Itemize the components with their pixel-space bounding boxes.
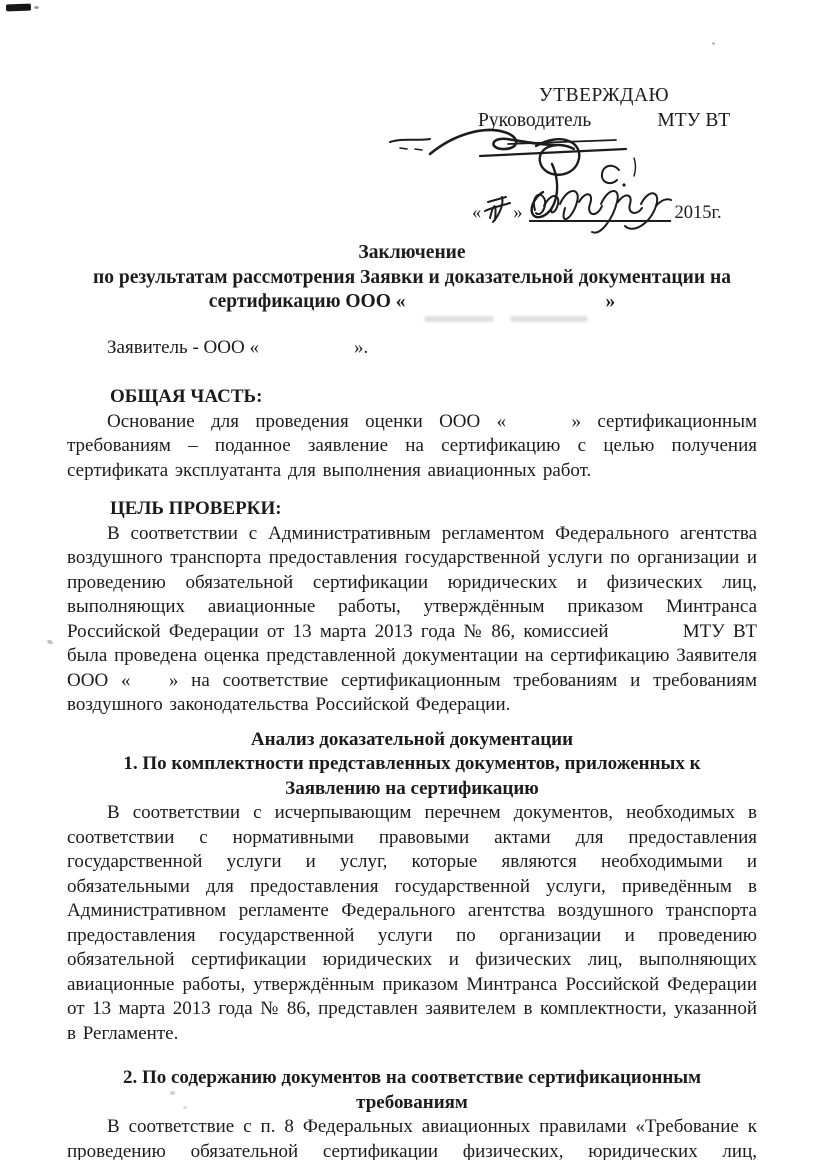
scan-artifact [712, 42, 715, 45]
open-quote: « [472, 203, 482, 223]
paragraph-purpose: В соответствии с Административным регламентом Федерального агентства воздушного транспорта предоставления государственной услуги по организации и проведению обязательной сертификации юридических и физических лиц, выполняющих авиационные работы, утверждённым приказом Минтранса Российской Федерации от 13 марта 2013 года № 86, комиссией МТУ ВТ была проведена оценка представленной документации на сертификацию Заявителя ООО « » на соответствие сертификационным требованиям и требованиям воздушного законодательства Российской Федерации. [67, 522, 757, 715]
scan-artifact [6, 4, 31, 12]
analysis-sub1-heading-line1: 1. По комплектности представленных документов, приложенных к [123, 753, 701, 774]
analysis-sub2-heading-line1: 2. По содержанию документов на соответствие сертификационным [122, 1067, 702, 1088]
title-line-3-suffix: » [605, 291, 616, 312]
analysis-sub1-heading-line2: Заявлению на сертификацию [285, 777, 539, 799]
handwritten-month-icon [529, 172, 674, 238]
handwritten-day-icon [482, 192, 512, 226]
document-body [67, 241, 757, 1160]
title-line-1: Заключение [358, 242, 466, 263]
applicant-line [67, 336, 757, 361]
document-title [67, 241, 757, 315]
approval-date-line [472, 192, 722, 226]
paragraph-analysis-sub1: В соответствии с исчерпывающим перечнем документов, необходимых в соответствии с нормативными правовыми актами для предоставления государственной услуги и услуг, которые являются необходимыми и обязательными для предоставления государственной услуги, приведённым в Административном регламенте Федерального агентства воздушного транспорта предоставления государственной услуги по организации и проведению обязательной сертификации юридических и физических лиц, выполняющих авиационные работы, утверждённым приказом Минтранса Российской Федерации от 13 марта 2013 года № 86, представлен заявителем в комплектности, указанной в Регламенте. [67, 802, 757, 1044]
title-line-3 [67, 290, 757, 315]
paragraph-analysis-sub2: В соответствие с п. 8 Федеральных авиационных правилами «Требование к проведению обязательной сертификации физических, юридических лиц, [67, 1116, 757, 1160]
title-line-2: по результатам рассмотрения Заявки и доказательной документации на [93, 266, 731, 288]
scan-artifact [34, 6, 39, 9]
analysis-heading: Анализ доказательной документации [250, 728, 574, 750]
approval-label: УТВЕРЖДАЮ [538, 85, 670, 106]
applicant-prefix: Заявитель - ООО « [107, 336, 259, 358]
date-underline [529, 198, 671, 222]
approver-organization: МТУ ВТ [657, 110, 730, 131]
paragraph-general: Основание для проведения оценки ООО « » сертификационным требованиям – поданное заявление на сертификацию с целью получения сертификата эксплуатанта для выполнения авиационных работ. [67, 410, 757, 481]
title-line-3-prefix: сертификацию ООО « [208, 291, 406, 312]
scan-artifact [46, 639, 53, 645]
section-heading-purpose: ЦЕЛЬ ПРОВЕРКИ: [110, 498, 282, 519]
section-heading-general: ОБЩАЯ ЧАСТЬ: [110, 386, 263, 407]
year-label: 2015г. [674, 203, 722, 223]
applicant-suffix: ». [353, 336, 369, 358]
close-quote: » [513, 203, 523, 223]
approver-title: Руководитель [478, 110, 592, 131]
analysis-sub2-heading-line2: требованиям [356, 1091, 468, 1113]
